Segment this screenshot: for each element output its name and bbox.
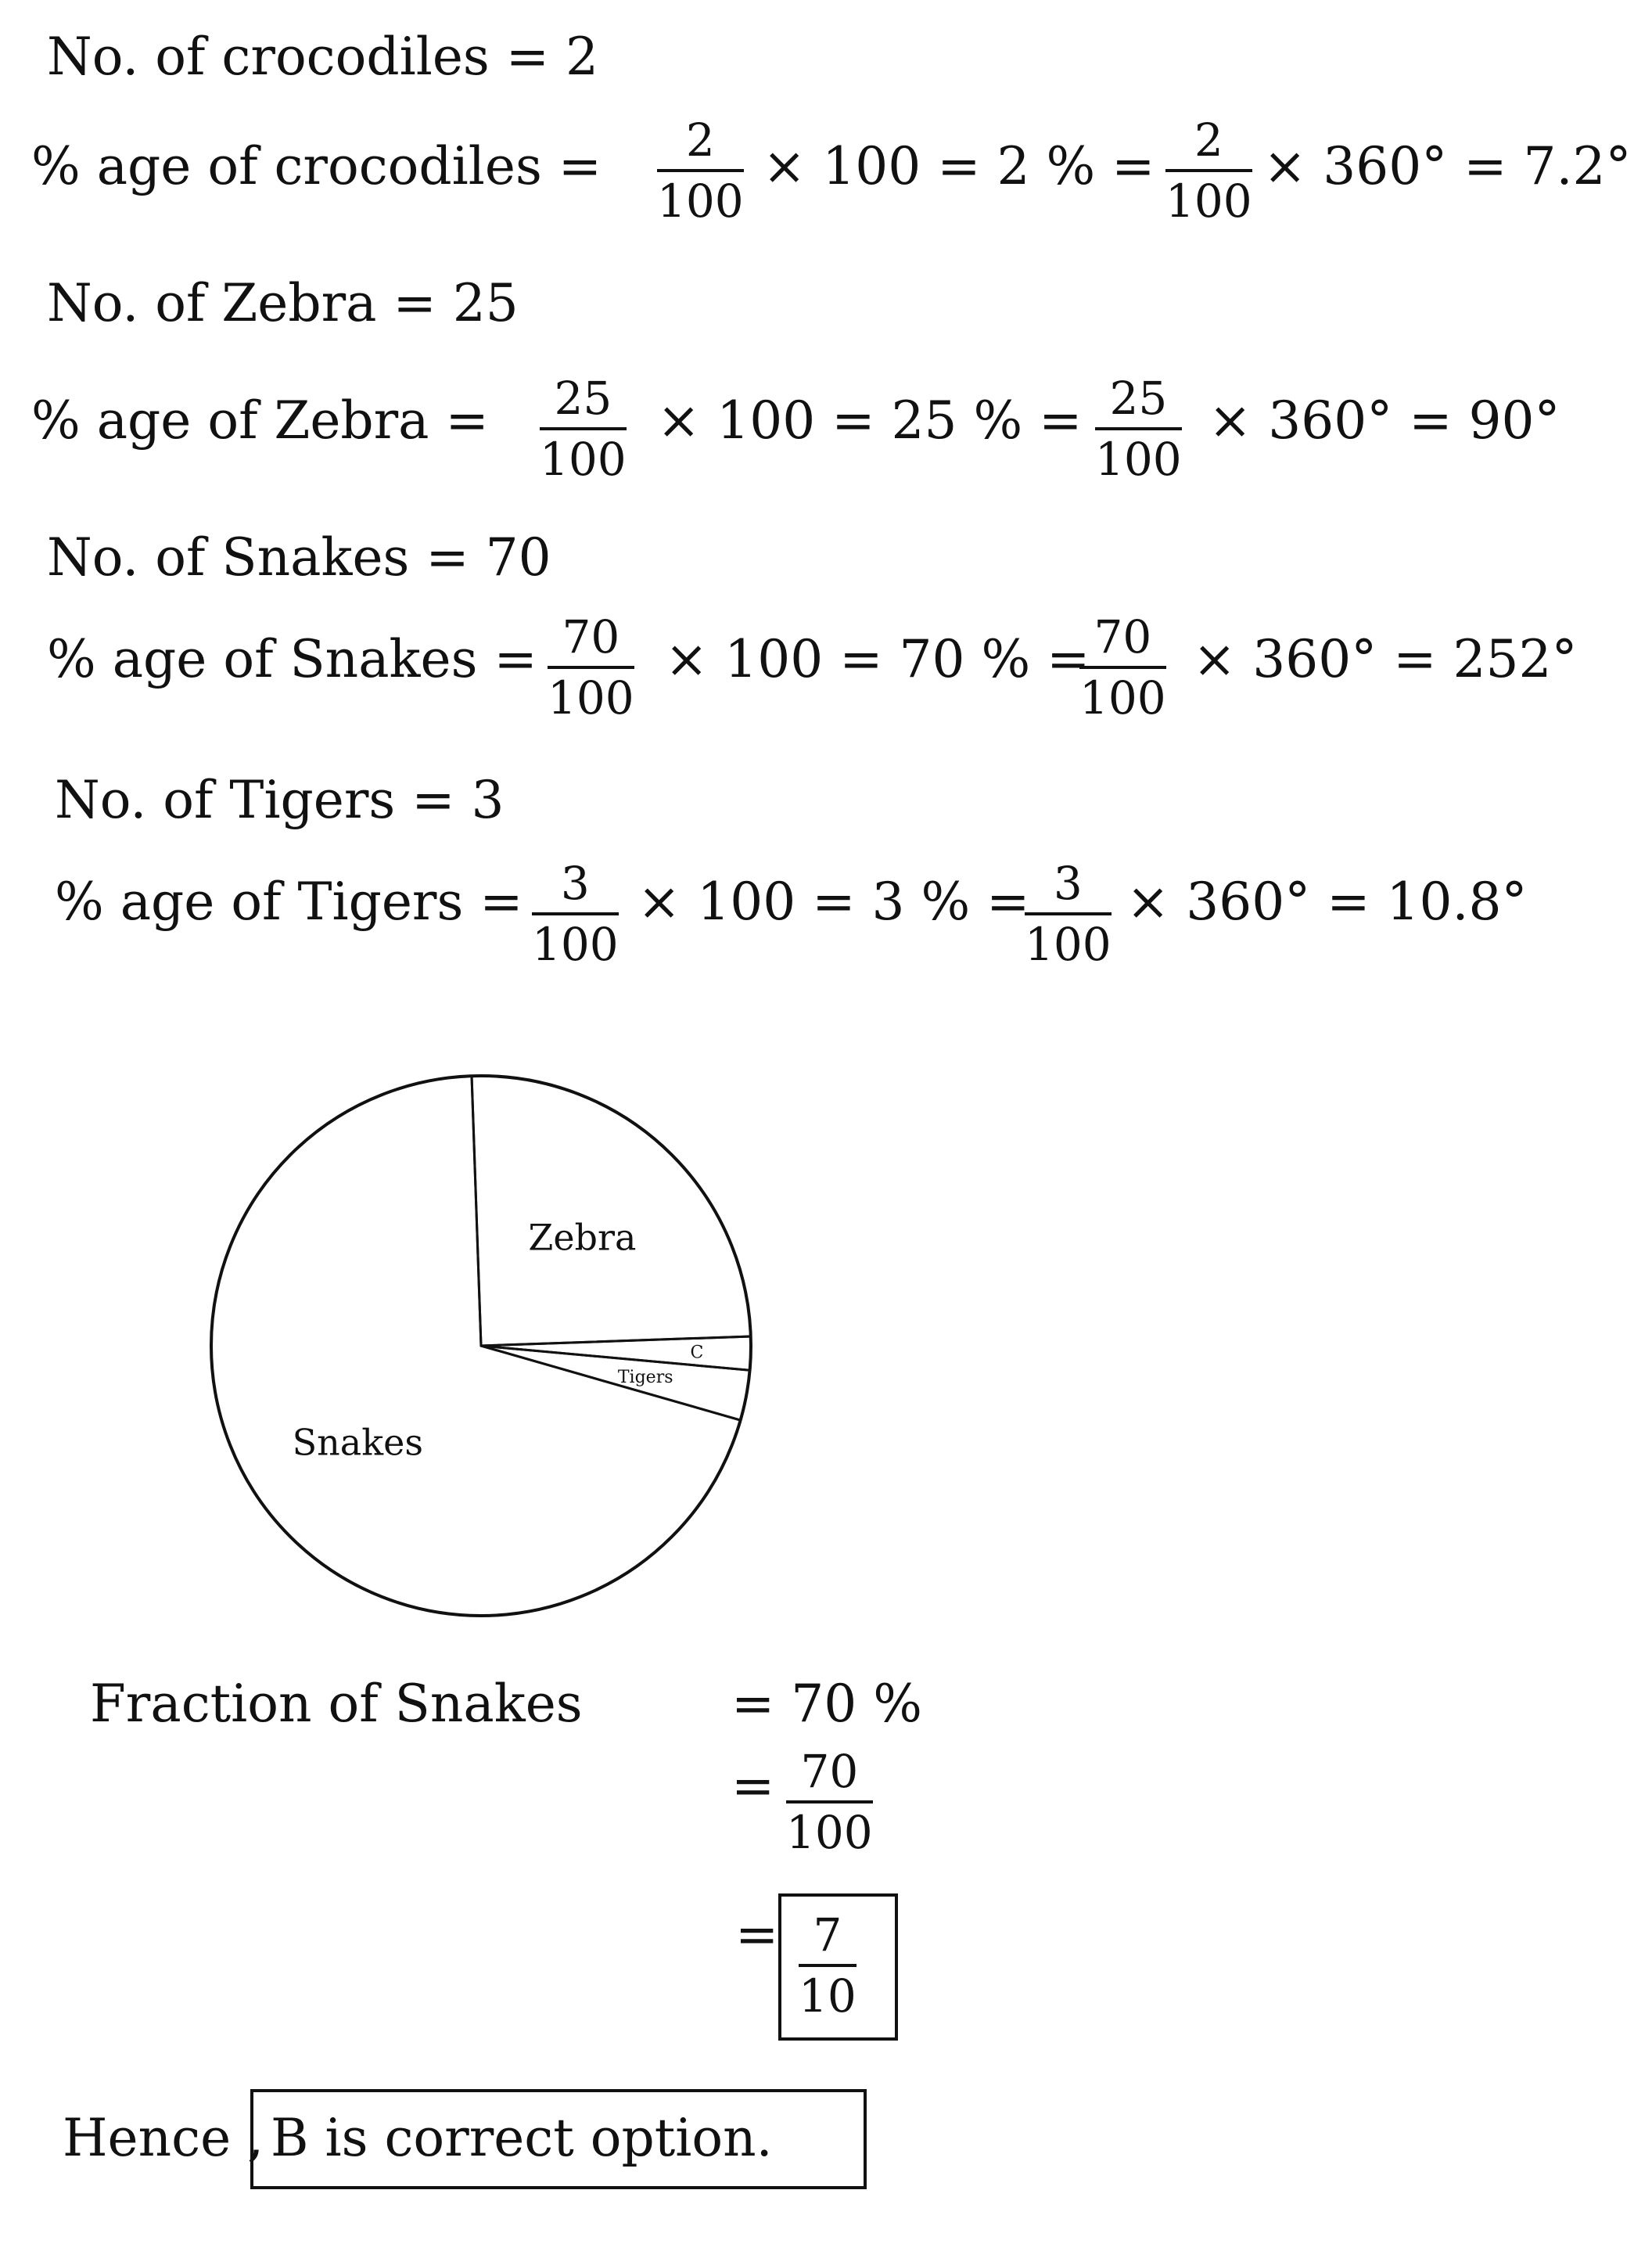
answer-box — [778, 1893, 898, 2041]
fraction-numerator: 25 — [540, 376, 627, 430]
snakes-pct-label: % age of Snakes = — [47, 629, 537, 689]
fraction-numerator: 2 — [657, 117, 744, 172]
fraction-7-over-10 — [799, 1908, 857, 2023]
fraction-denominator: 100 — [657, 174, 744, 228]
fraction-numerator: 7 — [799, 1912, 857, 1967]
fraction-denominator: 100 — [1095, 433, 1182, 486]
snakes-count: No. of Snakes = 70 — [47, 527, 551, 588]
crocodiles-angle: × 360° = 7.2° — [1263, 136, 1632, 196]
pie-slice-zebra — [472, 1076, 751, 1346]
tigers-angle: × 360° = 10.8° — [1126, 872, 1528, 932]
pie-label-c: C — [690, 1343, 704, 1363]
fraction-eq-2: = — [731, 1756, 775, 1816]
fraction-70-over-100 — [786, 1745, 873, 1859]
zebra-angle: × 360° = 90° — [1208, 390, 1560, 451]
fraction-numerator: 70 — [1079, 614, 1166, 669]
conclusion-box — [250, 2089, 867, 2189]
crocodiles-pct-result: × 100 = 2 % = — [763, 136, 1155, 196]
fraction-numerator: 25 — [1095, 376, 1182, 430]
fraction-denominator: 100 — [1165, 174, 1252, 228]
conclusion-text: B is correct option. — [271, 2108, 773, 2168]
fraction-denominator: 10 — [799, 1969, 857, 2023]
zebra-pct-result: × 100 = 25 % = — [657, 390, 1083, 451]
zebra-pct-label: % age of Zebra = — [31, 390, 489, 451]
snakes-pct-result: × 100 = 70 % = — [665, 629, 1090, 689]
fraction-label: Fraction of Snakes — [90, 1674, 583, 1734]
fraction-denominator: 100 — [786, 1806, 873, 1859]
pie-label-zebra: Zebra — [528, 1216, 637, 1259]
fraction-numerator: 3 — [532, 861, 619, 915]
fraction-numerator: 70 — [786, 1749, 873, 1803]
fraction-denominator: 100 — [548, 671, 634, 725]
fraction-denominator: 100 — [540, 433, 627, 486]
fraction-numerator: 3 — [1025, 861, 1112, 915]
fraction-eq-3: = — [735, 1904, 779, 1965]
pie-slice-c — [481, 1336, 751, 1370]
pie-label-tigers: Tigers — [617, 1368, 673, 1387]
conclusion-prefix: Hence , — [63, 2108, 264, 2168]
crocodiles-pct-label: % age of crocodiles = — [31, 136, 602, 196]
fraction-numerator: 2 — [1165, 117, 1252, 172]
pie-slice-snakes — [211, 1076, 741, 1616]
fraction-denominator: 100 — [1025, 918, 1112, 971]
tigers-pct-label: % age of Tigers = — [55, 872, 523, 932]
fraction-denominator: 100 — [1079, 671, 1166, 725]
tigers-count: No. of Tigers = 3 — [55, 770, 505, 830]
fraction-numerator: 70 — [548, 614, 634, 669]
crocodiles-count: No. of crocodiles = 2 — [47, 27, 599, 87]
fraction-denominator: 100 — [532, 918, 619, 971]
pie-label-snakes: Snakes — [292, 1421, 423, 1464]
tigers-pct-result: × 100 = 3 % = — [637, 872, 1030, 932]
fraction-line-1: = 70 % — [731, 1674, 922, 1734]
snakes-angle: × 360° = 252° — [1193, 629, 1578, 689]
zebra-count: No. of Zebra = 25 — [47, 273, 519, 333]
